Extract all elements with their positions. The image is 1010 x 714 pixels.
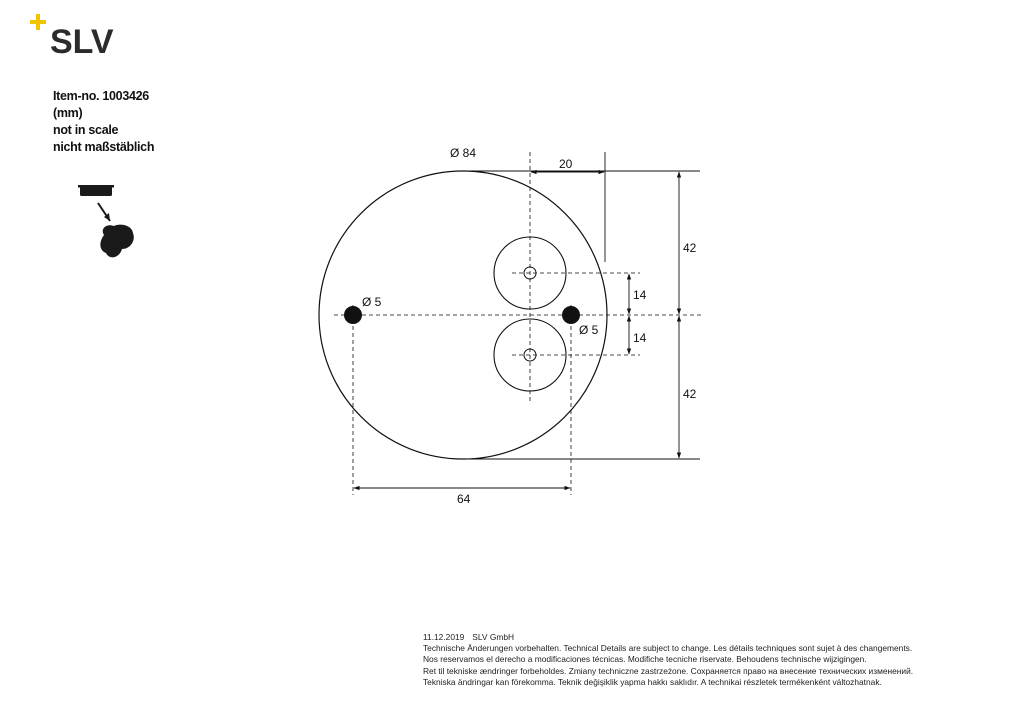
label-hole-distance: 64 [457,492,471,506]
footer-disclaimer-line: Technische Änderungen vorbehalten. Technical Details are subject to change. Les détails techniques sont sujet à des changements. [423,643,913,654]
footer-disclaimer-line: Nos reservamos el derecho a modificaciones técnicas. Modifiche tecniche riservate. Behoudens technische wijzigingen. [423,654,867,665]
logo-text: SLV [50,23,114,58]
item-number: Item-no. 1003426 [53,89,149,103]
label-spacing-top: 14 [633,288,647,302]
unit-label: (mm) [53,106,83,120]
footer-date: 11.12.2019 [423,632,465,642]
footer-company: SLV GmbH [472,632,515,642]
label-diameter-outer: Ø 84 [450,146,477,160]
scale-note-de: nicht maßstäblich [53,140,155,154]
footer-disclaimer-line: Ret til tekniske ændringer forbeholdes. Zmiany techniczne zastrzeżone. Сохраняется право на внесение технических изменений. [423,665,914,676]
footer-disclaimer-line: Tekniska ändringar kan förekomma. Teknik değişiklik yapma hakkı saklıdır. A technikai részletek termékenként változhatnak. [423,676,882,687]
label-spacing-bottom: 14 [633,331,647,345]
label-offset-top: 20 [559,157,573,171]
label-hole-right: Ø 5 [579,323,599,337]
scale-note-en: not in scale [53,123,119,137]
footer [423,632,913,688]
extension-lines [463,152,700,459]
label-half-top: 42 [683,241,697,255]
center-lines [334,152,702,495]
footer-date-line [423,632,913,643]
label-hole-left: Ø 5 [362,295,382,309]
label-half-bottom: 42 [683,387,697,401]
